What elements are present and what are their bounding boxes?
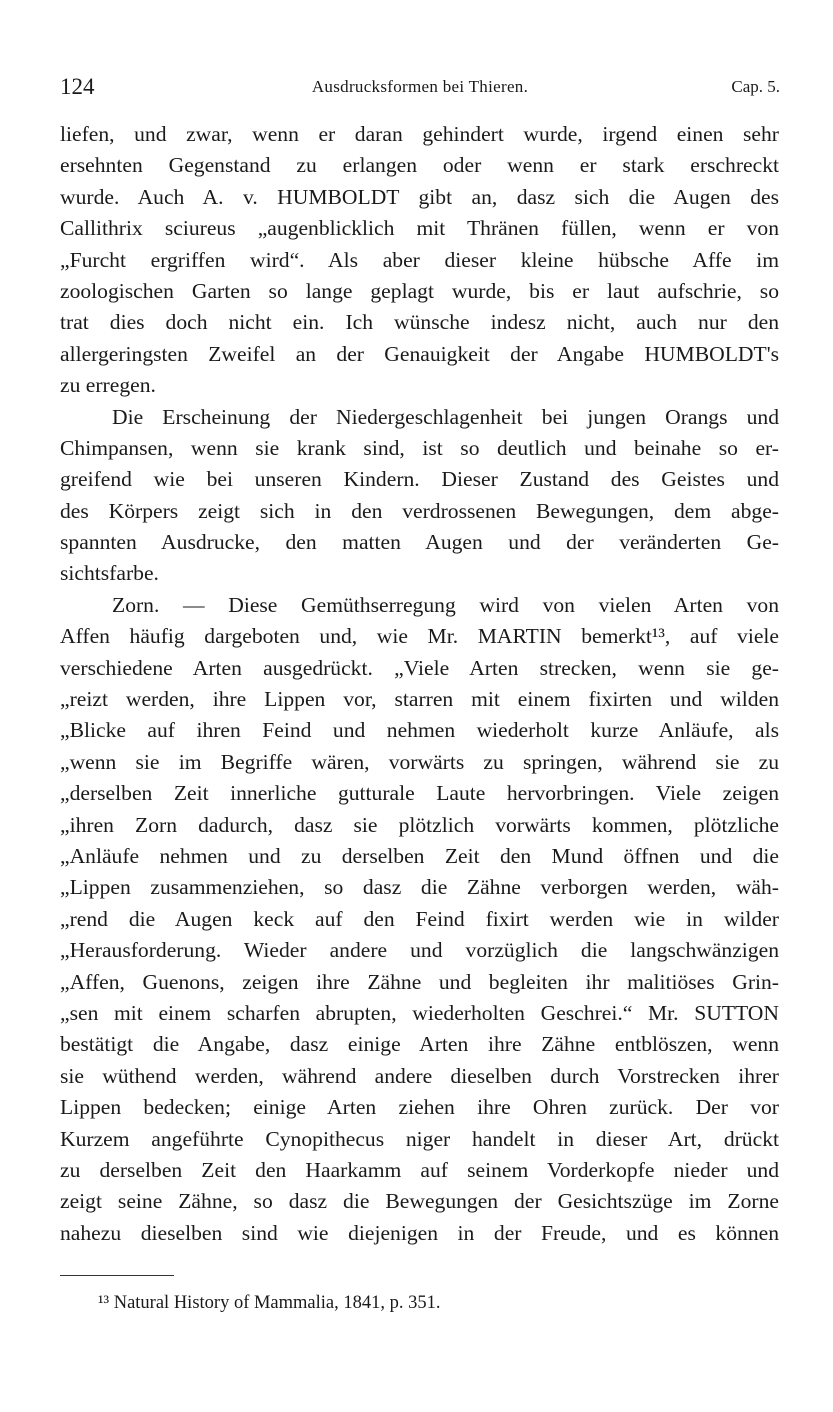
- text-line: „ihren Zorn dadurch, dasz sie plötzlich vorwärts kommen, plötzliche: [60, 812, 779, 837]
- footnote: ¹³ Natural History of Mammalia, 1841, p. 351.: [98, 1293, 441, 1313]
- text-line: „Herausforderung. Wieder andere und vorzüglich die langschwänzigen: [60, 938, 779, 963]
- text-line: trat dies doch nicht ein. Ich wünsche indesz nicht, auch nur den: [60, 310, 779, 335]
- text-line: „rend die Augen keck auf den Feind fixirt werden wie in wilder: [60, 906, 779, 931]
- text-line: „Lippen zusammenziehen, so dasz die Zähne verborgen werden, wäh-: [60, 875, 779, 900]
- text-line: zeigt seine Zähne, so dasz die Bewegungen der Gesichtszüge im Zorne: [60, 1189, 779, 1214]
- text-line: „sen mit einem scharfen abrupten, wiederholten Geschrei.“ Mr. SUTTON: [60, 1000, 779, 1025]
- text-line: Die Erscheinung der Niedergeschlagenheit bei jungen Orangs und: [112, 404, 779, 429]
- running-title: Ausdrucksformen bei Thieren.: [311, 77, 529, 96]
- text-line: Chimpansen, wenn sie krank sind, ist so deutlich und beinahe so er-: [60, 435, 779, 460]
- page-header: [60, 74, 780, 102]
- text-line: zu erregen.: [60, 373, 156, 398]
- text-line: verschiedene Arten ausgedrückt. „Viele Arten strecken, wenn sie ge-: [60, 655, 779, 680]
- text-line: greifend wie bei unseren Kindern. Dieser Zustand des Geistes und: [60, 467, 779, 492]
- text-line: „reizt werden, ihre Lippen vor, starren mit einem fixirten und wilden: [60, 687, 779, 712]
- text-line: „Blicke auf ihren Feind und nehmen wiederholt kurze Anläufe, als: [60, 718, 779, 743]
- text-line: „Anläufe nehmen und zu derselben Zeit den Mund öffnen und die: [60, 843, 779, 868]
- text-line: Zorn. — Diese Gemüthserregung wird von vielen Arten von: [112, 592, 779, 617]
- text-line: Affen häufig dargeboten und, wie Mr. MARTIN bemerkt¹³, auf viele: [60, 624, 779, 649]
- text-line: des Körpers zeigt sich in den verdrossenen Bewegungen, dem abge-: [60, 498, 779, 523]
- body-text: [60, 119, 779, 1249]
- text-line: „Furcht ergriffen wird“. Als aber dieser kleine hübsche Affe im: [60, 247, 779, 272]
- chapter-label: Cap. 5.: [731, 77, 780, 96]
- text-line: „derselben Zeit innerliche gutturale Laute hervorbringen. Viele zeigen: [60, 781, 779, 806]
- text-line: Lippen bedecken; einige Arten ziehen ihre Ohren zurück. Der vor: [60, 1095, 779, 1120]
- text-line: ersehnten Gegenstand zu erlangen oder wenn er stark erschreckt: [60, 153, 779, 178]
- text-line: bestätigt die Angabe, dasz einige Arten ihre Zähne entblöszen, wenn: [60, 1032, 779, 1057]
- text-line: „Affen, Guenons, zeigen ihre Zähne und begleiten ihr malitiöses Grin-: [60, 969, 779, 994]
- text-line: zoologischen Garten so lange geplagt wurde, bis er laut aufschrie, so: [60, 278, 779, 303]
- text-line: nahezu dieselben sind wie diejenigen in der Freude, und es können: [60, 1220, 779, 1245]
- text-line: spannten Ausdrucke, den matten Augen und der veränderten Ge-: [60, 530, 779, 555]
- text-line: allergeringsten Zweifel an der Genauigkeit der Angabe HUMBOLDT's: [60, 341, 779, 366]
- text-line: „wenn sie im Begriffe wären, vorwärts zu springen, während sie zu: [60, 749, 779, 774]
- text-line: zu derselben Zeit den Haarkamm auf seinem Vorderkopfe nieder und: [60, 1157, 779, 1182]
- page-number: 124: [60, 74, 95, 99]
- text-line: wurde. Auch A. v. HUMBOLDT gibt an, dasz sich die Augen des: [60, 184, 779, 209]
- text-line: liefen, und zwar, wenn er daran gehindert wurde, irgend einen sehr: [60, 122, 779, 146]
- text-line: sie wüthend werden, während andere dieselben durch Vorstrecken ihrer: [60, 1063, 779, 1088]
- footnote-divider: [60, 1275, 174, 1276]
- text-line: Callithrix sciureus „augenblicklich mit Thränen füllen, wenn er von: [60, 216, 779, 241]
- text-line: Kurzem angeführte Cynopithecus niger handelt in dieser Art, drückt: [60, 1126, 779, 1151]
- text-line: sichtsfarbe.: [60, 561, 159, 586]
